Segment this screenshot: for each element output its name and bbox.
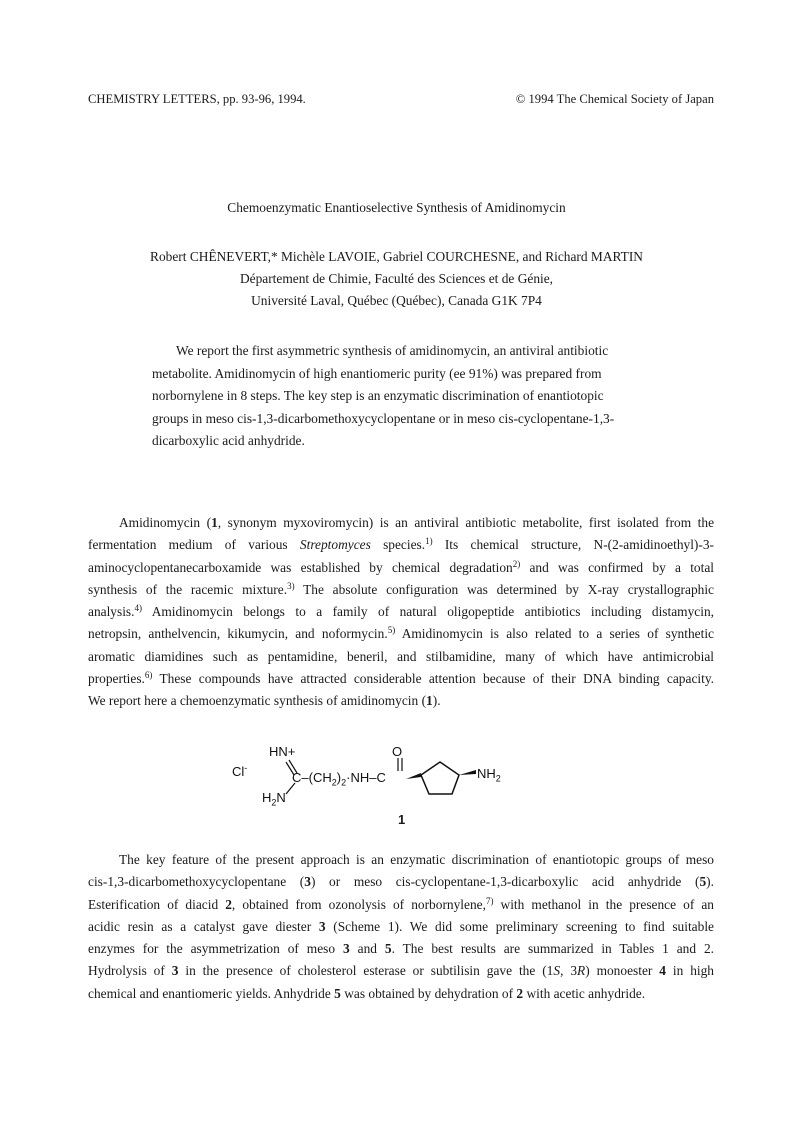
abstract-line: norbornylene in 8 steps. The key step is an enzymatic discrimination of enantiotopic bbox=[152, 388, 604, 404]
abstract bbox=[152, 340, 652, 453]
text-line: fermentation medium of various Streptomyces species.$^{1)}$ Its chemical structure, N-(2-amidinoethyl)-3- bbox=[88, 536, 715, 553]
text-line: enzymes for the asymmetrization of meso 3 and 5. The best results are summarized in Tables 1 and 2. bbox=[88, 941, 714, 957]
abstract-line: dicarboxylic acid anhydride. bbox=[152, 433, 305, 449]
paper-title: Chemoenzymatic Enantioselective Synthesis of Amidinomycin bbox=[227, 200, 566, 215]
text-line: synthesis of the racemic mixture.$^{3)}$ The absolute configuration was determined by X-ray crystallographic bbox=[88, 580, 714, 597]
chloride-label: Cl- bbox=[232, 763, 248, 779]
compound-number: 1 bbox=[398, 812, 406, 827]
text-line: netropsin, anthelvencin, kikumycin, and noformycin.$^{5)}$ Amidinomycin is also related to a series of synthetic bbox=[88, 625, 714, 642]
text-line: acidic resin as a catalyst gave diester 3 (Scheme 1). We did some preliminary screening to find suitable bbox=[88, 918, 714, 934]
amidinium-nh-label: HN+ bbox=[269, 744, 296, 759]
text-line: Esterification of diacid 2, obtained from ozonolysis of norbornylene,$^{7)}$ with methanol in the presence of an bbox=[88, 895, 714, 912]
paragraph-approach bbox=[88, 849, 714, 1005]
chain-label: $C-(CH_2)_2\cdot NH-C$ bbox=[292, 770, 386, 788]
author-list: Robert CHÊNEVERT,* Michèle LAVOIE, Gabriel COURCHESNE, and Richard MARTIN bbox=[150, 249, 643, 264]
abstract-line: metabolite. Amidinomycin of high enantiomeric purity (ee 91%) was prepared from bbox=[152, 365, 602, 381]
text-line: analysis.$^{4)}$ Amidinomycin belongs to a family of natural oligopeptide antibiotics including distamycin, bbox=[88, 603, 714, 620]
text-line: cis-1,3-dicarbomethoxycyclopentane (3) or meso cis-cyclopentane-1,3-dicarboxylic acid anhydride (5). bbox=[88, 874, 714, 890]
text-line: Amidinomycin (1, synonym myxoviromycin) is an antiviral antibiotic metabolite, first isolated from the bbox=[119, 515, 715, 530]
text-line: Hydrolysis of 3 in the presence of cholesterol esterase or subtilisin gave the (1S, 3R) monoester 4 in high bbox=[88, 963, 715, 979]
abstract-line: groups in meso cis-1,3-dicarbomethoxycyclopentane or in meso cis-cyclopentane-1,3- bbox=[152, 410, 615, 426]
text-line: chemical and enantiomeric yields. Anhydride 5 was obtained by dehydration of 2 with acetic anhydride. bbox=[88, 985, 646, 1001]
journal-citation: CHEMISTRY LETTERS, pp. 93-96, 1994. bbox=[88, 92, 306, 106]
text-line: properties.$^{6)}$ These compounds have attracted considerable attention because of their DNA binding capacity. bbox=[88, 670, 714, 687]
text-line: aromatic diamidines such as pentamidine, beneril, and stilbamidine, many of which have antimicrobial bbox=[88, 648, 714, 664]
carbonyl-oxygen-label: O bbox=[392, 744, 403, 759]
copyright-notice: © 1994 The Chemical Society of Japan bbox=[515, 92, 714, 106]
text-line: We report here a chemoenzymatic synthesis of amidinomycin (1). bbox=[88, 693, 441, 709]
reference-marker: 1) bbox=[425, 536, 433, 547]
text-line: The key feature of the present approach is an enzymatic discrimination of enantiotopic groups of meso bbox=[119, 852, 714, 867]
paragraph-intro bbox=[88, 512, 714, 713]
text-line: aminocyclopentanecarboxamide was established by chemical degradation$^{2)}$ and was confirmed by a total bbox=[88, 558, 714, 575]
affiliation-line-1: Département de Chimie, Faculté des Sciences et de Génie, bbox=[239, 271, 554, 286]
amino-h2n-label: $H_2N$ bbox=[262, 790, 286, 808]
affiliation-line-2: Université Laval, Québec (Québec), Canada G1K 7P4 bbox=[251, 293, 542, 308]
reference-marker: 6) bbox=[144, 670, 153, 681]
amidinomycin-structure bbox=[228, 742, 528, 832]
author-block bbox=[0, 246, 793, 312]
reference-marker: 5) bbox=[387, 625, 396, 636]
reference-marker: 4) bbox=[134, 603, 142, 614]
reference-marker: 3) bbox=[287, 580, 295, 591]
abstract-line: We report the first asymmetric synthesis of amidinomycin, an antiviral antibiotic bbox=[176, 343, 609, 358]
reference-marker: 2) bbox=[512, 558, 521, 569]
amine-nh2-label: $NH_2$ bbox=[477, 766, 501, 784]
reference-marker: 7) bbox=[485, 895, 494, 906]
